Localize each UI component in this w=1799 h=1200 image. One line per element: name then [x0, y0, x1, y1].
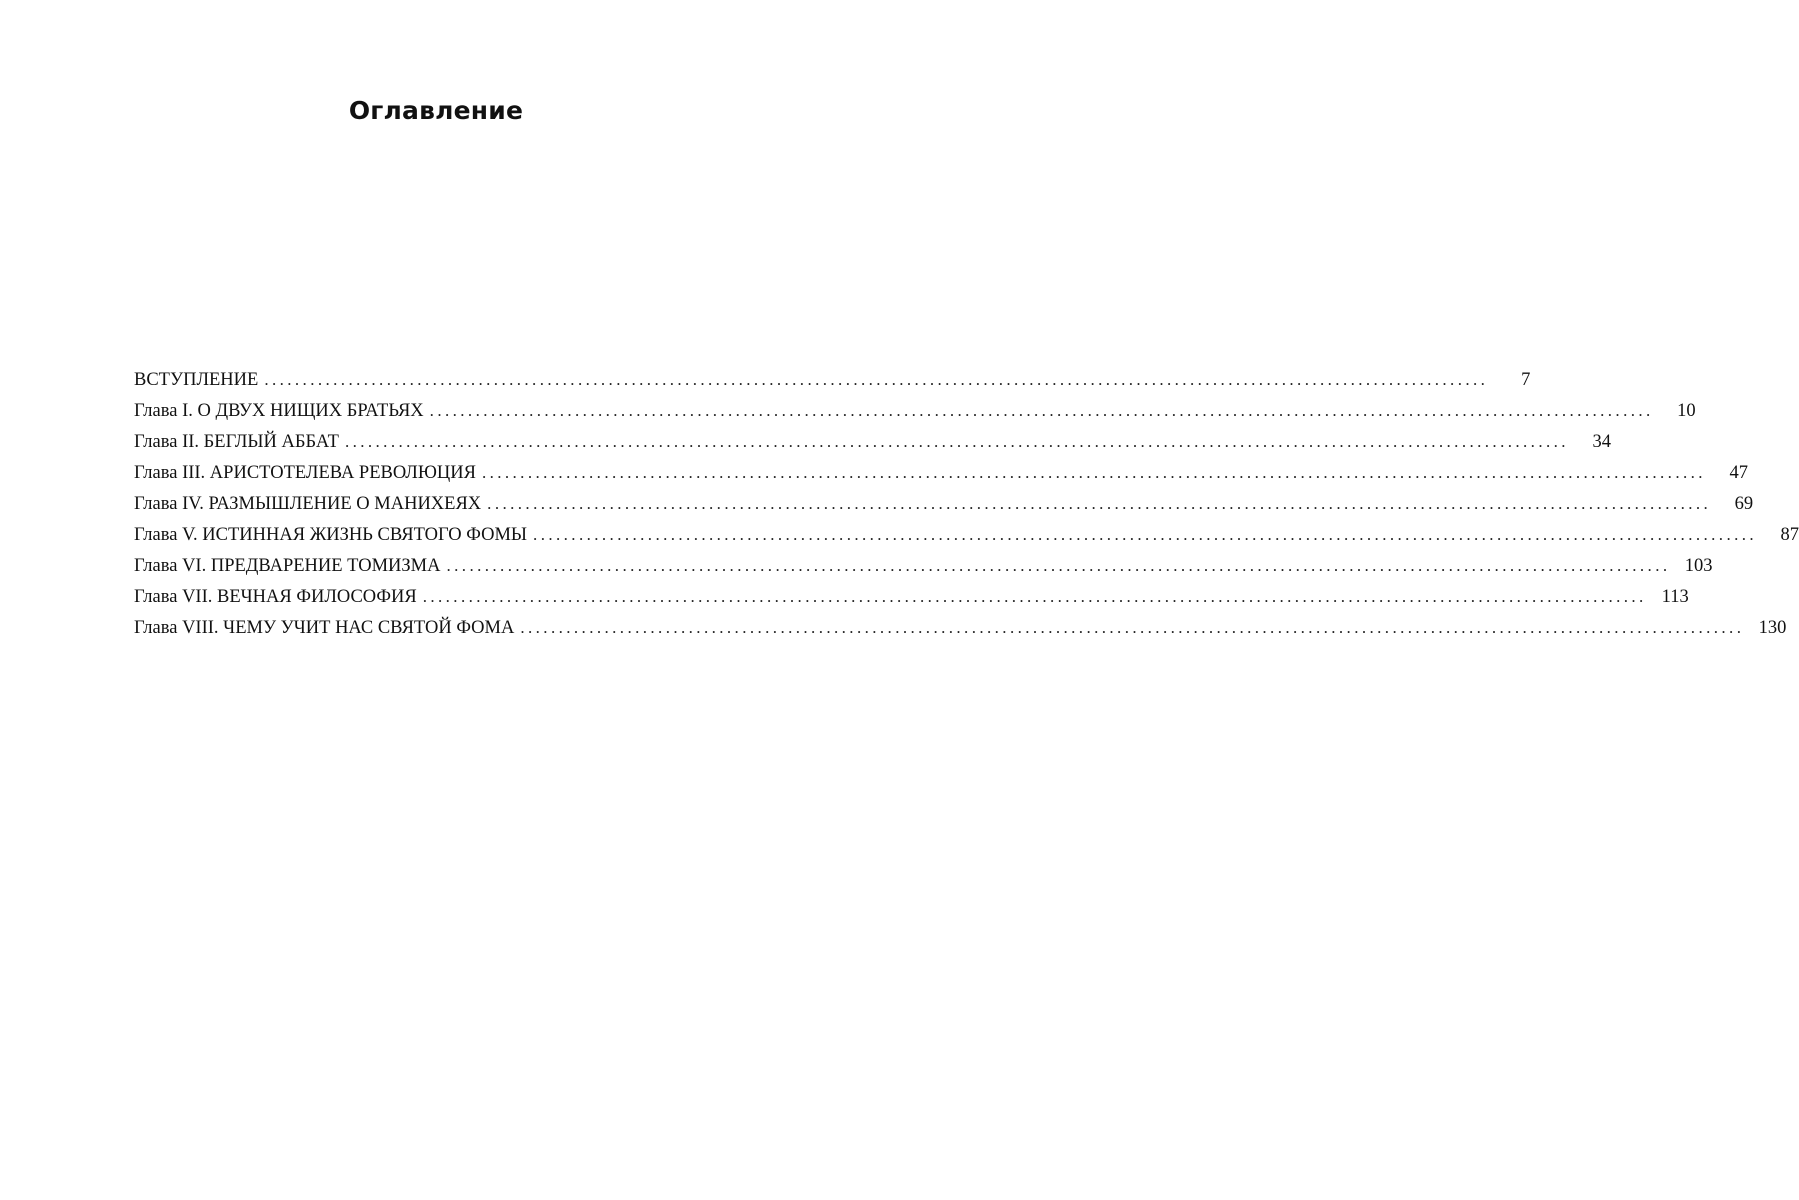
toc-entry-title: Глава VII. ВЕЧНАЯ ФИЛОСОФИЯ [134, 587, 417, 607]
toc-entry-title: Глава V. ИСТИННАЯ ЖИЗНЬ СВЯТОГО ФОМЫ [134, 525, 528, 545]
toc-entry-title: Глава I. О ДВУХ НИЩИХ БРАТЬЯХ [134, 401, 424, 421]
toc-entry-title: ВСТУПЛЕНИЕ [134, 370, 259, 390]
toc-entry-page: 47 [1729, 463, 1748, 483]
toc-entry-title: Глава IV. РАЗМЫШЛЕНИЕ О МАНИХЕЯХ [134, 494, 482, 514]
dot-leader: ................................................................................................................................................................ [264, 370, 1489, 389]
toc-entry-title: Глава VIII. ЧЕМУ УЧИТ НАС СВЯТОЙ ФОМА [134, 618, 515, 638]
toc-entry-title: Глава II. БЕГЛЫЙ АББАТ [134, 432, 339, 452]
toc-entry-page: 113 [1661, 587, 1689, 607]
toc-entry [134, 463, 1748, 494]
toc-entry-page: 87 [1780, 525, 1799, 545]
toc-entry-page: 69 [1734, 494, 1754, 514]
toc-entry-title: Глава VI. ПРЕДВАРЕНИЕ ТОМИЗМА [134, 556, 441, 576]
toc-entry [134, 432, 1611, 463]
toc-entry [134, 401, 1696, 432]
toc-entry-page: 7 [1521, 370, 1531, 390]
dot-leader: ................................................................................................................................................................ [446, 556, 1671, 575]
dot-leader: ................................................................................................................................................................ [487, 494, 1712, 513]
dot-leader: ................................................................................................................................................................ [520, 618, 1745, 637]
toc-entry-page: 103 [1684, 556, 1713, 576]
toc-entry [134, 370, 1531, 401]
toc-entry [134, 494, 1754, 525]
toc-entry-page: 130 [1758, 618, 1787, 638]
toc-entry [134, 587, 1689, 618]
dot-leader: ................................................................................................................................................................ [422, 587, 1647, 606]
dot-leader: ................................................................................................................................................................ [533, 525, 1758, 544]
toc-entry-page: 34 [1592, 432, 1611, 452]
dot-leader: ................................................................................................................................................................ [429, 401, 1654, 420]
page-title: Оглавление [348, 96, 524, 125]
table-of-contents [134, 370, 1799, 649]
toc-entry-title: Глава III. АРИСТОТЕЛЕВА РЕВОЛЮЦИЯ [134, 463, 476, 483]
dot-leader: ................................................................................................................................................................ [481, 463, 1706, 482]
toc-entry [134, 618, 1787, 649]
toc-entry-page: 10 [1677, 401, 1696, 421]
toc-entry [134, 525, 1799, 556]
toc-entry [134, 556, 1713, 587]
dot-leader: ................................................................................................................................................................ [344, 432, 1569, 451]
